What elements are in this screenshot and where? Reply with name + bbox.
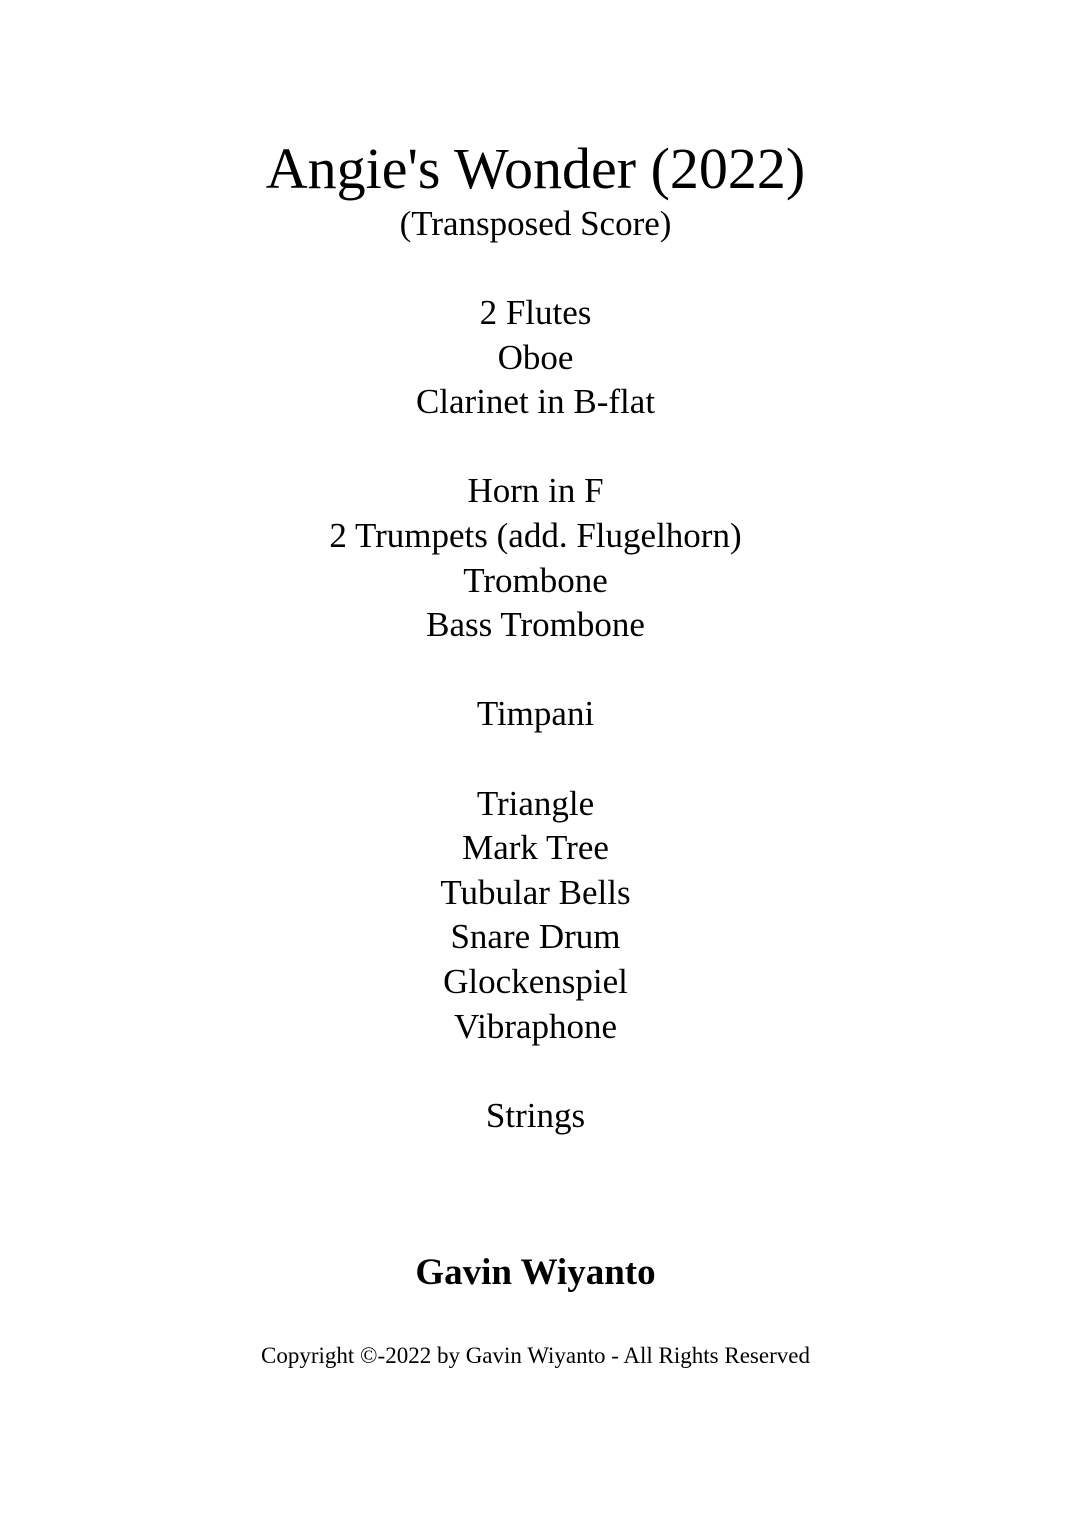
instrument-line: 2 Flutes	[479, 293, 592, 332]
score-title: Angie's Wonder (2022)	[265, 136, 806, 201]
instrument-line: Timpani	[476, 694, 595, 734]
instrument-line: Triangle	[476, 783, 595, 823]
instrumentation-list	[0, 291, 1071, 1138]
copyright-notice: Copyright ©-2022 by Gavin Wiyanto - All Rights Reserved	[261, 1343, 810, 1368]
brass-group	[0, 469, 1071, 647]
instrument-line: Mark Tree	[462, 828, 609, 868]
instrument-line: Tubular Bells	[440, 872, 631, 912]
instrument-line: 2 Trumpets (add. Flugelhorn)	[329, 515, 742, 555]
woodwinds-group	[0, 291, 1071, 425]
strings-group	[0, 1094, 1071, 1139]
timpani-group	[0, 692, 1071, 737]
instrument-line: Clarinet in B-flat	[415, 382, 656, 422]
instrument-line: Horn in F	[467, 471, 604, 511]
composer-name: Gavin Wiyanto	[415, 1252, 656, 1293]
instrument-line: Snare Drum	[450, 917, 621, 957]
instrument-line: Trombone	[463, 560, 608, 600]
score-subtitle: (Transposed Score)	[399, 204, 672, 243]
instrument-line: Bass Trombone	[426, 605, 645, 645]
percussion-group	[0, 782, 1071, 1050]
instrument-line: Oboe	[497, 337, 574, 377]
instrument-line: Vibraphone	[453, 1006, 618, 1046]
instrument-line: Glockenspiel	[443, 961, 628, 1001]
instrument-line: Strings	[485, 1095, 586, 1135]
